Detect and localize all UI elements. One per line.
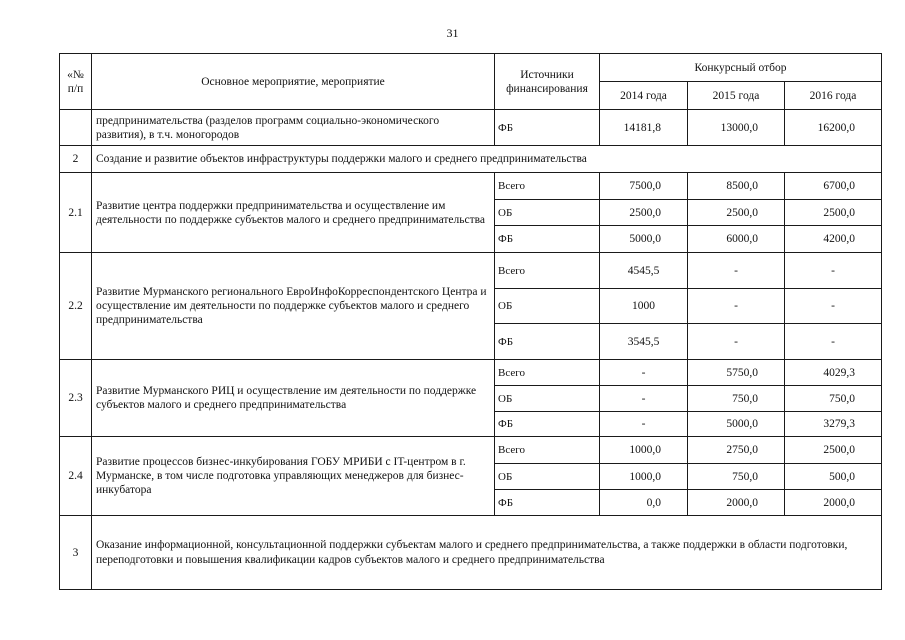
cell-value: 4029,3 bbox=[785, 360, 882, 386]
table-row bbox=[60, 253, 882, 289]
cell-num bbox=[60, 110, 92, 146]
section-num: 2 bbox=[60, 146, 92, 173]
program-table bbox=[59, 53, 882, 590]
cell-value: 16200,0 bbox=[785, 110, 882, 146]
cell-value: - bbox=[688, 324, 785, 360]
cell-source: Всего bbox=[495, 253, 600, 289]
cell-source: ОБ bbox=[495, 386, 600, 412]
cell-value: 2000,0 bbox=[785, 490, 882, 516]
table-row bbox=[60, 437, 882, 464]
cell-source: Всего bbox=[495, 437, 600, 464]
header-year-2016: 2016 года bbox=[785, 82, 882, 110]
cell-value: 13000,0 bbox=[688, 110, 785, 146]
cell-value: 5000,0 bbox=[688, 412, 785, 437]
cell-value: 2500,0 bbox=[600, 200, 688, 226]
cell-value: 2500,0 bbox=[688, 200, 785, 226]
cell-value: 6000,0 bbox=[688, 226, 785, 253]
header-num: «№ п/п bbox=[60, 54, 92, 110]
cell-value: 2500,0 bbox=[785, 437, 882, 464]
header-row bbox=[60, 54, 882, 82]
cell-value: 14181,8 bbox=[600, 110, 688, 146]
cell-value: 7500,0 bbox=[600, 173, 688, 200]
cell-source: ОБ bbox=[495, 464, 600, 490]
cell-value: 2750,0 bbox=[688, 437, 785, 464]
cell-value: 0,0 bbox=[600, 490, 688, 516]
cell-value: 2000,0 bbox=[688, 490, 785, 516]
cell-value: - bbox=[785, 324, 882, 360]
section-row-3 bbox=[60, 516, 882, 590]
section-row-2 bbox=[60, 146, 882, 173]
cell-source: ФБ bbox=[495, 490, 600, 516]
header-contest: Конкурсный отбор bbox=[600, 54, 882, 82]
cell-value: - bbox=[785, 253, 882, 289]
cell-value: 5000,0 bbox=[600, 226, 688, 253]
cell-source: ФБ bbox=[495, 324, 600, 360]
item-name: Развитие Мурманского регионального ЕвроИнфоКорреспондентского Центра и осуществление им деятельности по поддержке субъектов малого и среднего предпринимательства bbox=[92, 253, 495, 360]
cell-value: 4200,0 bbox=[785, 226, 882, 253]
cell-value: 3279,3 bbox=[785, 412, 882, 437]
cell-value: 750,0 bbox=[688, 386, 785, 412]
item-num: 2.3 bbox=[60, 360, 92, 437]
cell-value: 6700,0 bbox=[785, 173, 882, 200]
section-title: Оказание информационной, консультационной поддержки субъектам малого и среднего предпринимательства, а также поддержки в области подготовки, переподготовки и повышения квалификации кадров субъектов малого и среднего предпринимательства bbox=[92, 516, 882, 590]
cell-source: Всего bbox=[495, 173, 600, 200]
cell-name: предпринимательства (разделов программ социально-экономического развития), в т.ч. моногородов bbox=[92, 110, 495, 146]
header-event: Основное мероприятие, мероприятие bbox=[92, 54, 495, 110]
table-row bbox=[60, 360, 882, 386]
cell-value: - bbox=[600, 386, 688, 412]
item-name: Развитие процессов бизнес-инкубирования ГОБУ МРИБИ с IT-центром в г. Мурманске, в том числе подготовка управляющих менеджеров для бизнес-инкубатора bbox=[92, 437, 495, 516]
header-year-2014: 2014 года bbox=[600, 82, 688, 110]
cell-value: 500,0 bbox=[785, 464, 882, 490]
section-title: Создание и развитие объектов инфраструктуры поддержки малого и среднего предпринимательства bbox=[92, 146, 882, 173]
cell-source: ФБ bbox=[495, 110, 600, 146]
header-year-2015: 2015 года bbox=[688, 82, 785, 110]
cell-value: 750,0 bbox=[688, 464, 785, 490]
cell-value: 8500,0 bbox=[688, 173, 785, 200]
item-name: Развитие центра поддержки предпринимательства и осуществление им деятельности по поддержке субъектов малого и среднего предпринимательства bbox=[92, 173, 495, 253]
cell-source: ФБ bbox=[495, 226, 600, 253]
cell-value: - bbox=[600, 360, 688, 386]
cell-value: 5750,0 bbox=[688, 360, 785, 386]
page-number: 31 bbox=[446, 26, 459, 40]
cell-value: 1000,0 bbox=[600, 437, 688, 464]
cell-value: 750,0 bbox=[785, 386, 882, 412]
cell-value: - bbox=[600, 412, 688, 437]
cell-value: - bbox=[785, 289, 882, 324]
section-num: 3 bbox=[60, 516, 92, 590]
table-row bbox=[60, 173, 882, 200]
item-num: 2.4 bbox=[60, 437, 92, 516]
item-num: 2.2 bbox=[60, 253, 92, 360]
item-name: Развитие Мурманского РИЦ и осуществление им деятельности по поддержке субъектов малого и среднего предпринимательства bbox=[92, 360, 495, 437]
cell-source: ФБ bbox=[495, 412, 600, 437]
cell-source: ОБ bbox=[495, 200, 600, 226]
cell-source: Всего bbox=[495, 360, 600, 386]
item-num: 2.1 bbox=[60, 173, 92, 253]
cell-value: 1000,0 bbox=[600, 464, 688, 490]
cell-value: 3545,5 bbox=[600, 324, 688, 360]
table-row-continuation bbox=[60, 110, 882, 146]
cell-value: - bbox=[688, 289, 785, 324]
cell-value: - bbox=[688, 253, 785, 289]
cell-source: ОБ bbox=[495, 289, 600, 324]
header-sources: Источники финансирования bbox=[495, 54, 600, 110]
cell-value: 4545,5 bbox=[600, 253, 688, 289]
cell-value: 2500,0 bbox=[785, 200, 882, 226]
cell-value: 1000 bbox=[600, 289, 688, 324]
